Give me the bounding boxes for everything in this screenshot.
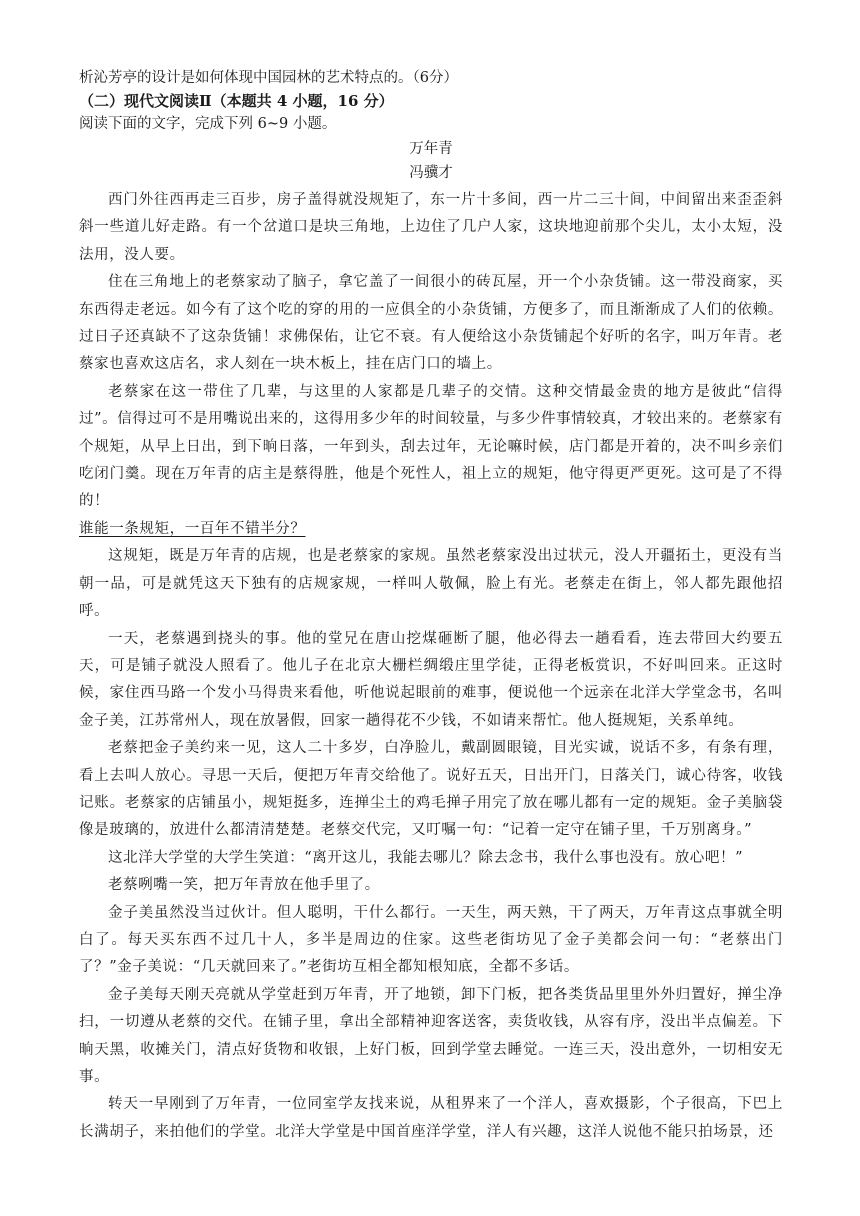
article-author: 冯骥才 [409, 165, 453, 181]
article-paragraph: 老蔡家在这一带住了几辈，与这里的人家都是几辈子的交情。这种交情最金贵的地方是彼此“信得过”。信得过可不是用嘴说出来的，这得用多少年的时间较量，与多少件事情较真，才较出来的。老蔡家有个规矩，从早上日出，到下晌日落，一年到头，刮去过年，无论嘛时候，店门都是开着的，决不叫乡亲们吃闭门羹。现在万年青的店主是蔡得胜，他是个死性人，祖上立的规矩，他守得更严更死。这可是了不得的！ [79, 383, 783, 510]
article-paragraph: 住在三角地上的老蔡家动了脑子，拿它盖了一间很小的砖瓦屋，开一个小杂货铺。这一带没商家，买东西得走老远。如今有了这个吃的穿的用的一应俱全的小杂货铺，方便多了，而且渐渐成了人们的依赖。过日子还真缺不了这杂货铺！求佛保佑，让它不衰。有人便给这小杂货铺起个好听的名字，叫万年青。老蔡家也喜欢这店名，求人刻在一块木板上，挂在店门口的墙上。 [79, 274, 783, 373]
article-paragraph: 老蔡咧嘴一笑，把万年青放在他手里了。 [108, 877, 380, 894]
article-paragraph: 一天，老蔡遇到挠头的事。他的堂兄在唐山挖煤砸断了腿，他必得去一趟看看，连去带回大约要五天，可是铺子就没人照看了。他儿子在北京大栅栏绸缎庄里学徒，正得老板赏识，不好叫回来。正这时候，家住西马路一个发小马得贵来看他，听他说起眼前的难事，便说他一个远亲在北洋大学堂念书，名叫金子美，江苏常州人，现在放暑假，回家一趟得花不少钱，不如请来帮忙。他人挺规矩，关系单纯。 [79, 630, 783, 729]
underlined-sentence: 谁能一条规矩，一百年不错半分？ [79, 520, 306, 537]
article-paragraph: 西门外往西再走三百步，房子盖得就没规矩了，东一片十多间，西一片二三十间，中间留出来歪歪斜斜一些道儿好走路。有一个岔道口是块三角地，上边住了几户人家，这块地迎前那个尖儿，太小太短，没法用，没人要。 [79, 192, 783, 263]
reading-instruction: 阅读下面的文字，完成下列 6~9 小题。 [79, 116, 337, 132]
article-paragraph: 金子美虽然没当过伙计。但人聪明，干什么都行。一天生，两天熟，干了两天，万年青这点事就全明白了。每天买东西不过几十人，多半是周边的住家。这些老街坊见了金子美都会问一句：“老蔡出门了？”金子美说：“几天就回来了。”老街坊互相全都知根知底，全都不多话。 [79, 904, 783, 976]
article-paragraph: 这规矩，既是万年青的店规，也是老蔡家的家规。虽然老蔡家没出过状元，没人开疆拓土，更没有当朝一品，可是就凭这天下独有的店规家规，一样叫人敬佩，脸上有光。老蔡走在街上，邻人都先跟他招呼。 [79, 548, 783, 620]
exam-page [79, 68, 783, 1146]
article-paragraph: 这北洋大学堂的大学生笑道：“离开这儿，我能去哪儿？除去念书，我什么事也没有。放心吧！” [108, 849, 744, 866]
article-paragraph: 转天一早刚到了万年青，一位同室学友找来说，从租界来了一个洋人，喜欢摄影，个子很高，下巴上长满胡子，来拍他们的学堂。北洋大学堂是中国首座洋学堂，洋人有兴趣，这洋人说他不能只拍场景，还 [79, 1096, 783, 1140]
article-title: 万年青 [409, 141, 453, 157]
article-paragraph: 老蔡把金子美约来一见，这人二十多岁，白净脸儿，戴副圆眼镜，目光实诚，说话不多，有条有理，看上去叫人放心。寻思一天后，便把万年青交给他了。说好五天，日出开门，日落关门，诚心待客，收钱记账。老蔡家的店铺虽小，规矩挺多，连掸尘土的鸡毛掸子用完了放在哪儿都有一定的规矩。金子美脑袋像是玻璃的，放进什么都清清楚楚。老蔡交代完，又叮嘱一句：“记着一定守在铺子里，千万别离身。” [79, 740, 783, 839]
article-paragraph: 金子美每天刚天亮就从学堂赶到万年青，开了地锁，卸下门板，把各类货品里里外外归置好，掸尘净扫，一切遵从老蔡的交代。在铺子里，拿出全部精神迎客送客，卖货收钱，从容有序，没出半点偏差。下晌天黑，收摊关门，清点好货物和收银，上好门板，回到学堂去睡觉。一连三天，没出意外，一切相安无事。 [79, 986, 783, 1085]
question-tail: 析沁芳亭的设计是如何体现中国园林的艺术特点的。（6分） [79, 70, 458, 86]
section-heading: （二）现代文阅读Ⅱ（本题共 4 小题，16 分） [79, 92, 394, 110]
